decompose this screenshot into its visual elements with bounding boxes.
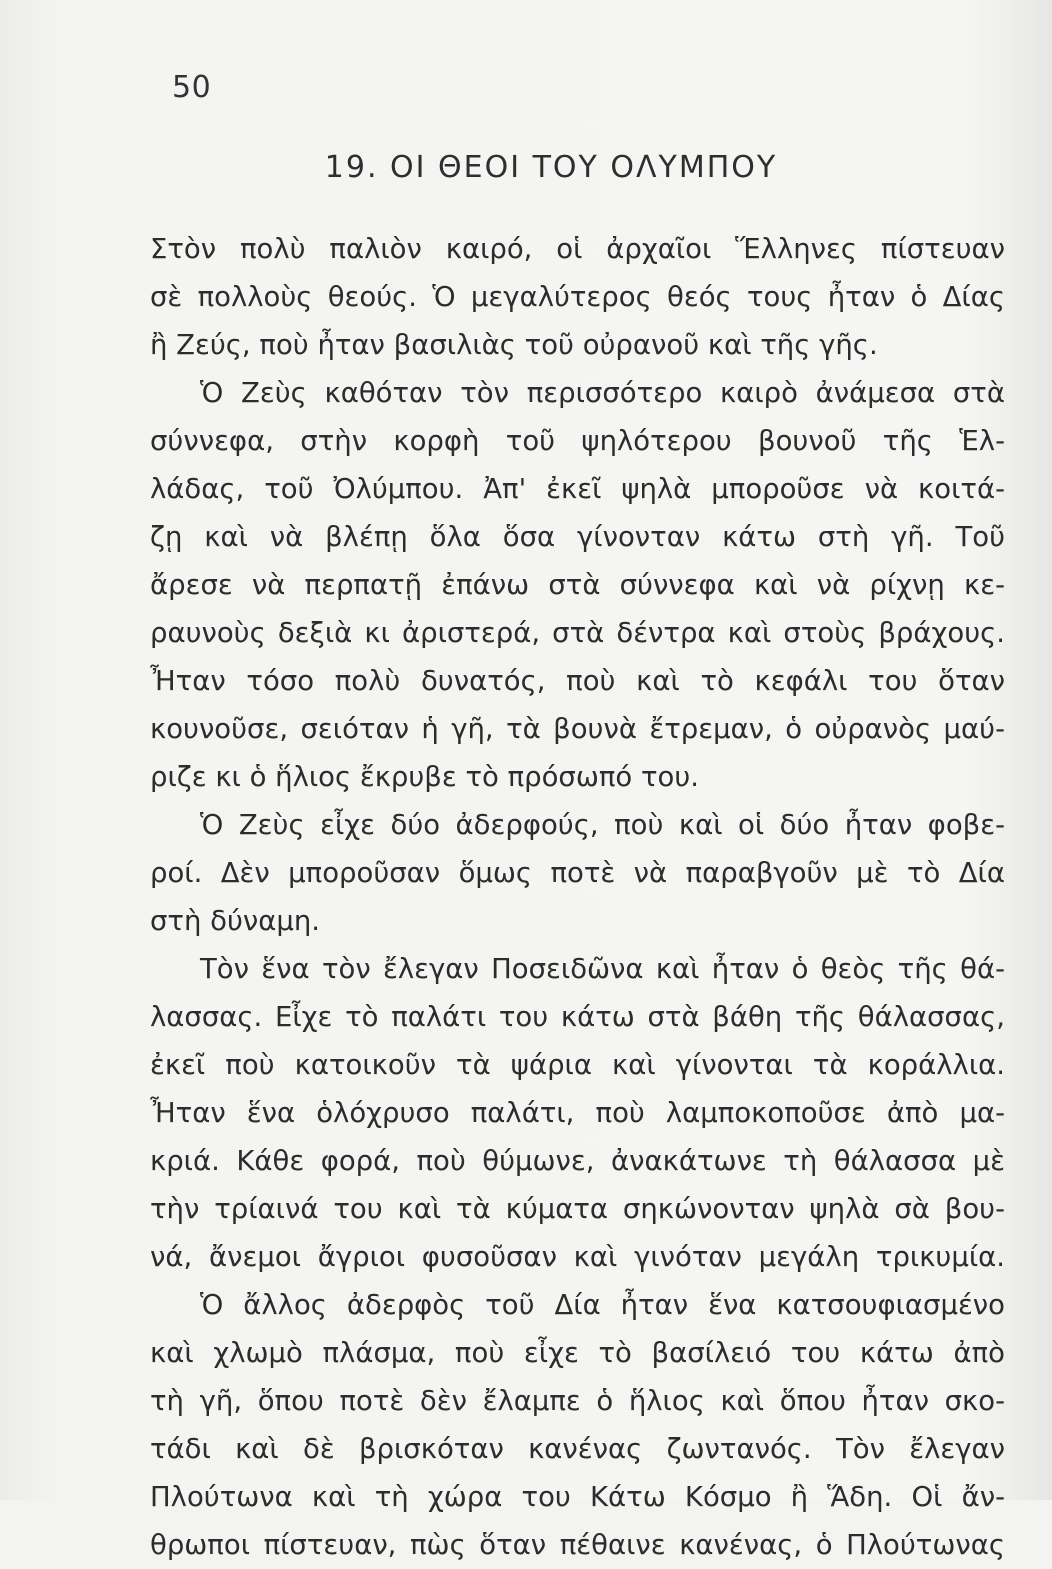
text-line: Ἦταν ἕνα ὁλόχρυσο παλάτι, ποὺ λαμποκοποῦσε ἀπὸ μα- <box>150 1097 1005 1129</box>
text-line: νά, ἄνεμοι ἄγριοι φυσοῦσαν καὶ γινόταν μεγάλη τρικυμία. <box>150 1241 1005 1273</box>
text-line: λάδας, τοῦ Ὀλύμπου. Ἀπ' ἐκεῖ ψηλὰ μποροῦσε νὰ κοιτά- <box>150 473 1005 505</box>
text-line: λασσας. Εἶχε τὸ παλάτι του κάτω στὰ βάθη τῆς θάλασσας, <box>150 1001 1005 1033</box>
text-line: Ὁ Ζεὺς εἶχε δύο ἀδερφούς, ποὺ καὶ οἱ δύο ἦταν φοβε- <box>200 809 1005 841</box>
text-line: στὴ δύναμη. <box>150 905 321 937</box>
text-line: καὶ χλωμὸ πλάσμα, ποὺ εἶχε τὸ βασίλειό του κάτω ἀπὸ <box>150 1337 1005 1369</box>
text-line: Πλούτωνα καὶ τὴ χώρα του Κάτω Κόσμο ἢ Ἅδη. Οἱ ἄν- <box>150 1481 1005 1513</box>
body-text <box>150 225 1005 1569</box>
text-line: Ἦταν τόσο πολὺ δυνατός, ποὺ καὶ τὸ κεφάλι του ὅταν <box>150 665 1005 697</box>
text-line: σὲ πολλοὺς θεούς. Ὁ μεγαλύτερος θεός τους ἦταν ὁ Δίας <box>150 281 1005 313</box>
text-line: ζῃ καὶ νὰ βλέπῃ ὅλα ὅσα γίνονταν κάτω στὴ γῆ. Τοῦ <box>150 521 1005 553</box>
text-line: Τὸν ἕνα τὸν ἔλεγαν Ποσειδῶνα καὶ ἦταν ὁ θεὸς τῆς θά- <box>200 953 1005 985</box>
text-line: κουνοῦσε, σειόταν ἡ γῆ, τὰ βουνὰ ἔτρεμαν, ὁ οὐρανὸς μαύ- <box>150 713 1005 745</box>
text-line: Ὁ ἄλλος ἀδερφὸς τοῦ Δία ἦταν ἕνα κατσουφιασμένο <box>200 1289 1005 1321</box>
text-line: ἢ Ζεύς, ποὺ ἦταν βασιλιὰς τοῦ οὐρανοῦ καὶ τῆς γῆς. <box>150 329 878 361</box>
text-line: κριά. Κάθε φορά, ποὺ θύμωνε, ἀνακάτωνε τὴ θάλασσα μὲ <box>150 1145 1005 1177</box>
text-line: θρωποι πίστευαν, πὼς ὅταν πέθαινε κανένας, ὁ Πλούτωνας <box>150 1529 1005 1561</box>
text-line: τὴν τρίαινά του καὶ τὰ κύματα σηκώνονταν ψηλὰ σὰ βου- <box>150 1193 1005 1225</box>
page-number: 50 <box>172 70 212 105</box>
text-line: τάδι καὶ δὲ βρισκόταν κανένας ζωντανός. Τὸν ἔλεγαν <box>150 1433 1005 1465</box>
text-line: ραυνοὺς δεξιὰ κι ἀριστερά, στὰ δέντρα καὶ στοὺς βράχους. <box>150 617 1005 649</box>
text-line: ἄρεσε νὰ περπατῇ ἐπάνω στὰ σύννεφα καὶ νὰ ρίχνῃ κε- <box>150 569 1005 601</box>
chapter-title: 19. ΟΙ ΘΕΟΙ ΤΟΥ ΟΛΥΜΠΟΥ <box>324 150 778 185</box>
text-line: σύννεφα, στὴν κορφὴ τοῦ ψηλότερου βουνοῦ τῆς Ἑλ- <box>150 425 1005 457</box>
text-line: Ὁ Ζεὺς καθόταν τὸν περισσότερο καιρὸ ἀνάμεσα στὰ <box>200 377 1005 409</box>
text-line: ριζε κι ὁ ἥλιος ἔκρυβε τὸ πρόσωπό του. <box>150 761 700 793</box>
text-line: Στὸν πολὺ παλιὸν καιρό, οἱ ἀρχαῖοι Ἕλληνες πίστευαν <box>150 233 1005 265</box>
text-line: ἐκεῖ ποὺ κατοικοῦν τὰ ψάρια καὶ γίνονται τὰ κοράλλια. <box>150 1049 1005 1081</box>
text-line: τὴ γῆ, ὅπου ποτὲ δὲν ἔλαμπε ὁ ἥλιος καὶ ὅπου ἦταν σκο- <box>150 1385 1005 1417</box>
text-line: ροί. Δὲν μποροῦσαν ὅμως ποτὲ νὰ παραβγοῦν μὲ τὸ Δία <box>150 857 1005 889</box>
